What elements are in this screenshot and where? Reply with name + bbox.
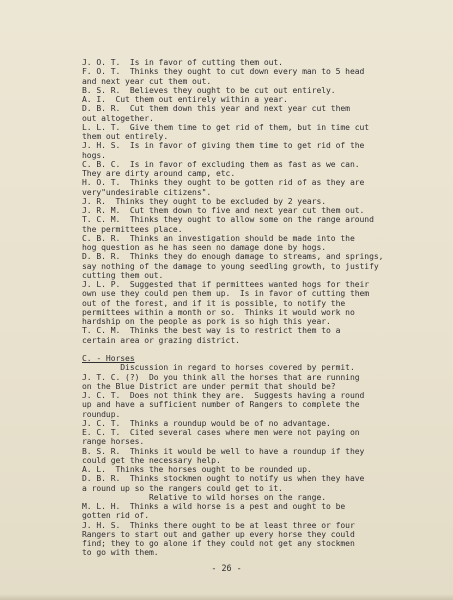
- text-line: M. L. H. Thinks a wild horse is a pest and ought to be: [82, 502, 346, 511]
- text-line: Rangers to start out and gather up every horse they could: [82, 529, 355, 539]
- text-line: D. B. R. Thinks stockmen ought to notify us when they have: [82, 474, 365, 484]
- text-line: a round up so the rangers could get to it.: [82, 483, 283, 493]
- text-line: J. R. Thinks they ought to be excluded by 2 years.: [82, 196, 327, 206]
- text-line: own use they could pen them up. Is in favor of cutting them: [82, 289, 370, 299]
- text-line: D. B. R. Cut them down this year and next year cut them: [82, 104, 350, 114]
- text-line: say nothing of the damage to young seedling growth, to justify: [82, 261, 379, 271]
- text-line: T. C. M. Thinks the best way is to restrict them to a: [82, 326, 341, 336]
- text-line: A. L. Thinks the horses ought to be rounded up.: [82, 465, 312, 474]
- text-line: out altogether.: [82, 113, 154, 123]
- text-line: J. H. S. Is in favor of giving them time to get rid of the: [82, 141, 365, 151]
- text-line: find; they to go alone if they could not get any stockmen: [82, 539, 355, 548]
- text-line: J. R. M. Cut them down to five and next year cut them out.: [82, 206, 365, 215]
- text-line: J. T. C. (?) Do you think all the horses that are running: [82, 372, 360, 382]
- text-line: B. S. R. Believes they ought to be cut out entirely.: [82, 85, 336, 95]
- text-line: roundup.: [82, 409, 121, 419]
- text-line: H. O. T. Thinks they ought to be gotten rid of as they are: [82, 178, 365, 188]
- text-line: T. C. M. Thinks they ought to allow some on the range around: [82, 215, 374, 225]
- text-line: J. L. P. Suggested that if permittees wanted hogs for their: [82, 280, 370, 289]
- text-line: D. B. R. Thinks they do enough damage to streams, and springs,: [82, 252, 384, 262]
- text-line: certain area or grazing district.: [82, 335, 240, 345]
- text-line: gotten rid of.: [82, 511, 149, 521]
- text-line: hardship on the people as pork is so high this year.: [82, 317, 331, 326]
- text-line: L. L. T. Give them time to get rid of them, but in time cut: [82, 122, 370, 132]
- text-line: C. B. C. Is in favor of excluding them as fast as we can.: [82, 159, 360, 169]
- text-line: cutting them out.: [82, 270, 164, 280]
- text-line: J. O. T. Is in favor of cutting them out.: [82, 58, 283, 67]
- text-line: range horses.: [82, 437, 145, 447]
- text-line: They are dirty around camp, etc.: [82, 169, 236, 178]
- text-line: Discussion in regard to horses covered by permit.: [82, 363, 355, 373]
- text-line: permittees within a month or so. Thinks it would work no: [82, 307, 355, 317]
- text-line: J. C. T. Thinks a roundup would be of no advantage.: [82, 418, 331, 428]
- text-line: E. C. T. Cited several cases where men were not paying on: [82, 428, 360, 437]
- text-line: hog question as he has seen no damage done by hogs.: [82, 243, 327, 252]
- document-body: [82, 58, 442, 558]
- text-line: out of the forest, and if it is possible, to notify the: [82, 298, 346, 308]
- text-line: them out entirely.: [82, 132, 169, 141]
- text-line: F. O. T. Thinks they ought to cut down every man to 5 head: [82, 67, 365, 77]
- text-line: could get the necessary help.: [82, 455, 221, 465]
- text-line: and next year cut them out.: [82, 76, 212, 86]
- text-line: Relative to wild horses on the range.: [82, 492, 327, 502]
- text-line: J. H. S. Thinks there ought to be at least three or four: [82, 520, 355, 530]
- text-line: on the Blue District are under permit that should be?: [82, 381, 336, 391]
- text-line: very"undesirable citizens".: [82, 187, 212, 197]
- text-line: A. I. Cut them out entirely within a year.: [82, 95, 288, 104]
- page-number: - 26 -: [211, 563, 242, 573]
- text-line: B. S. R. Thinks it would be well to have a roundup if they: [82, 446, 365, 456]
- text-line: up and have a sufficient number of Rangers to complete the: [82, 400, 360, 410]
- text-line: C. B. R. Thinks an investigation should be made into the: [82, 233, 355, 243]
- text-line: to go with them.: [82, 548, 159, 558]
- text-line: J. C. T. Does not think they are. Suggests having a round: [82, 391, 365, 400]
- blank-line: [82, 345, 442, 354]
- text-line: hogs.: [82, 150, 106, 160]
- section-heading: C. - Horses: [82, 354, 135, 363]
- text-line: the permittees place.: [82, 224, 183, 234]
